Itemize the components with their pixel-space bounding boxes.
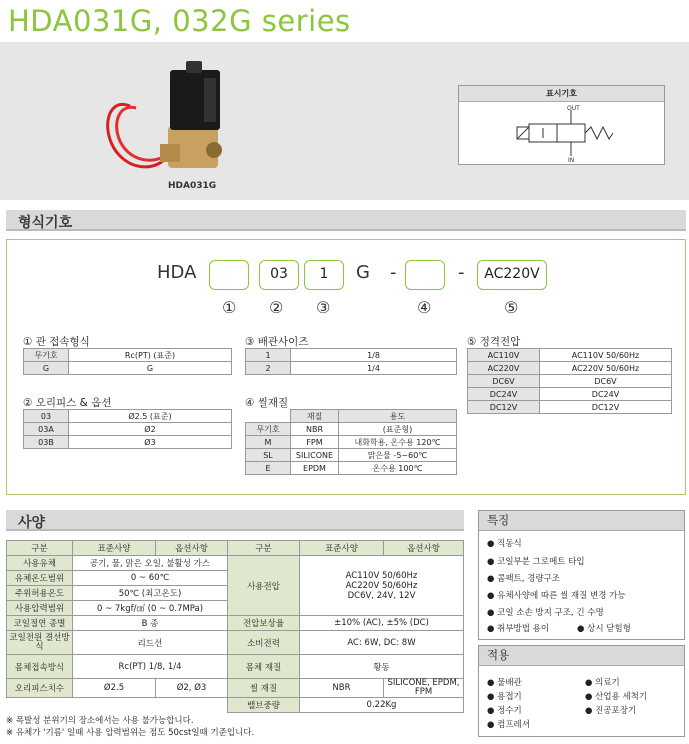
photo-caption: HDA031G (168, 181, 217, 191)
feature-item: ● 취부방법 용이 (487, 624, 550, 634)
symbol-box (458, 85, 665, 165)
feature-item: ● 콤팩트, 경량구조 (487, 574, 561, 584)
feature-item: ● 코일부분 그로메트 타입 (487, 557, 585, 567)
svg-text:IN: IN (568, 157, 575, 164)
features-title: 특징 (479, 511, 684, 531)
page-title: HDA031G, 032G series (8, 4, 351, 38)
application-item: ● 용접기 (487, 692, 522, 702)
applications-title: 적용 (479, 646, 684, 666)
code-dash-2: - (458, 262, 465, 283)
form-code-box (6, 239, 686, 495)
applications-box (478, 645, 685, 737)
t3-title: ③ 배관사이즈 (245, 336, 309, 348)
symbol-title: 표시기호 (459, 86, 664, 102)
code-dash-1: - (390, 262, 397, 283)
num-3: ③ (316, 298, 331, 317)
spec-table: 구분 표준사양 옵션사항 구분 표준사양 옵션사항 사용유체 공기, 물, 맑은 오일, 불활성 가스 사용전압 AC110V 50/60Hz AC220V 50/60Hz DC6V, 24V, 12V 유체온도범위 0 ~ 60℃ 주위허용온도 50℃ (최고온도) 사용압력범위 0 ~ 7kgf/㎠ (0 ~ 0.7MPa) 코일절연 종별 B 종 전압보상율 ±10% (AC), ±5% (DC) 코일전원 결선방식 리드선 소비전력 AC: 6W, DC: 8W 몸체접속방식 Rc(PT) 1/8, 1/4 몸체 재질 황동 오리피스치수 Ø2.5 Ø2, Ø3 씰 재질 NBR SILICONE, EPDM, FPM 밸브중량 0.22Kg (6, 540, 464, 713)
t5-title: ⑤ 정격전압 (467, 336, 521, 348)
section-form-title: 형식기호 (18, 215, 73, 231)
feature-item: ● 직동식 (487, 539, 522, 549)
application-item: ● 물배관 (487, 678, 522, 688)
t1-table: 무기호 Rc(PT) (표준) G G (23, 348, 232, 375)
code-g: G (356, 262, 370, 283)
t2-table: 03 Ø2.5 (표준) 03A Ø2 03B Ø3 (23, 409, 232, 449)
application-item: ● 산업용 세척기 (585, 692, 648, 702)
t2-title: ② 오리피스 & 옵션 (23, 397, 112, 409)
t4-title: ④ 씰재질 (245, 397, 289, 409)
application-item: ● 정수기 (487, 706, 522, 716)
t1-title: ① 관 접속형식 (23, 336, 90, 348)
num-1: ① (222, 298, 237, 317)
t5-table: AC110V AC110V 50/60Hz AC220V AC220V 50/60Hz DC6V DC6V DC24V DC24V DC12V DC12V (467, 348, 672, 414)
num-5: ⑤ (504, 298, 519, 317)
note-1: ※ 폭발성 분위기의 장소에서는 사용 불가능합니다. (6, 716, 194, 726)
section-spec-bar (6, 510, 464, 531)
svg-text:OUT: OUT (567, 105, 580, 112)
feature-item: ● 코일 소손 방지 구조, 긴 수명 (487, 608, 604, 618)
section-form-bar (6, 210, 686, 231)
application-item: ● 진공포장기 (585, 706, 637, 716)
code-box-4 (405, 260, 445, 290)
code-box-3: 1 (304, 260, 344, 290)
valve-symbol-icon (459, 102, 664, 164)
feature-item: ● 상시 닫힘형 (577, 624, 631, 634)
t3-table: 1 1/8 2 1/4 (245, 348, 457, 375)
code-box-5: AC220V (477, 260, 547, 290)
note-2: ※ 유체가 '기름' 일때 사용 압력범위는 점도 50cst일때 기준입니다. (6, 728, 255, 738)
num-2: ② (269, 298, 284, 317)
code-box-1 (209, 260, 249, 290)
application-item: ● 의료기 (585, 678, 620, 688)
section-spec-title: 사양 (18, 515, 46, 531)
feature-item: ● 유체사양에 따른 씰 재질 변경 가능 (487, 591, 626, 601)
code-box-2: 03 (259, 260, 299, 290)
num-4: ④ (417, 298, 432, 317)
features-box (478, 510, 685, 640)
t4-table: 재질 용도 무기호 NBR (표준형) M FPM 내화학용, 온수용 120℃ SL SILICONE 맑은물 -5~60℃ E EPDM 온수용 100℃ (245, 409, 457, 475)
application-item: ● 컴프레셔 (487, 720, 530, 730)
valve-image (100, 56, 250, 184)
code-prefix: HDA (157, 262, 197, 283)
